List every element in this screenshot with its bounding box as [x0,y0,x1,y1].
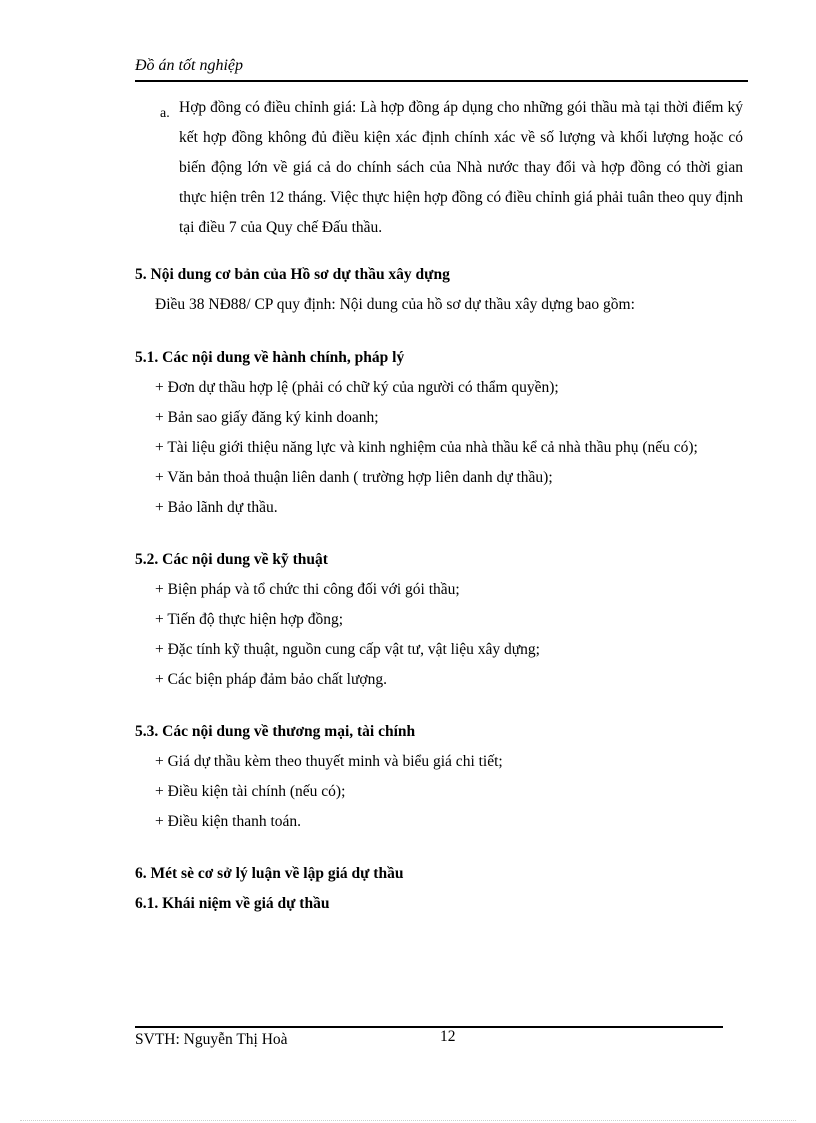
list-item: + Tiến độ thực hiện hợp đồng; [155,611,344,628]
list-item: + Điều kiện tài chính (nếu có); [155,783,346,800]
footer-rule [135,1026,723,1028]
section-6-heading: 6. Mét sè cơ sở lý luận về lập giá dự thầu [135,865,404,882]
list-item: + Biện pháp và tổ chức thi công đối với gói thầu; [155,581,460,598]
list-item: + Đơn dự thầu hợp lệ (phải có chữ ký của người có thẩm quyền); [155,379,559,396]
list-item: + Các biện pháp đảm bảo chất lượng. [155,671,387,688]
section-5-heading: 5. Nội dung cơ bản của Hồ sơ dự thầu xây dựng [135,266,450,283]
section-5-2-heading: 5.2. Các nội dung về kỹ thuật [135,551,328,568]
list-item: + Văn bản thoả thuận liên danh ( trường hợp liên danh dự thầu); [155,469,553,486]
list-item: + Bản sao giấy đăng ký kinh doanh; [155,409,379,426]
list-item: + Tài liệu giới thiệu năng lực và kinh nghiệm của nhà thầu kể cả nhà thầu phụ (nếu có); [155,439,698,456]
list-item-a [135,93,743,243]
list-item-text: Hợp đồng có điều chỉnh giá: Là hợp đồng áp dụng cho những gói thầu mà tại thời điểm ký kết hợp đồng không đủ điều kiện xác định chính xác về số lượng và khối lượng hoặc có biến động lớn về giá cả do chính sách của Nhà nước thay đổi và hợp đồng có thời gian thực hiện trên 12 tháng. Việc thực hiện hợp đồng có điều chỉnh giá phải tuân theo quy định tại điều 7 của Quy chế Đấu thầu. [179,99,744,236]
list-item: + Đặc tính kỹ thuật, nguồn cung cấp vật tư, vật liệu xây dựng; [155,641,540,658]
section-5-intro: Điều 38 NĐ88/ CP quy định: Nội dung của hồ sơ dự thầu xây dựng bao gồm: [155,296,635,313]
list-item: + Giá dự thầu kèm theo thuyết minh và biểu giá chi tiết; [155,753,503,770]
footer-author: SVTH: Nguyễn Thị Hoà [135,1031,288,1048]
list-item: + Bảo lãnh dự thầu. [155,499,278,516]
section-6-1-heading: 6.1. Khái niệm về giá dự thầu [135,895,330,912]
list-item: + Điều kiện thanh toán. [155,813,302,830]
page-content [135,93,743,919]
section-5-1-heading: 5.1. Các nội dung về hành chính, pháp lý [135,349,405,366]
section-5-3-heading: 5.3. Các nội dung về thương mại, tài chính [135,723,416,740]
header-title: Đồ án tốt nghiệp [135,57,243,74]
page-number: 12 [440,1028,456,1045]
page-edge-divider [20,1120,796,1121]
header-rule [135,80,748,82]
list-marker: a. [160,106,170,121]
